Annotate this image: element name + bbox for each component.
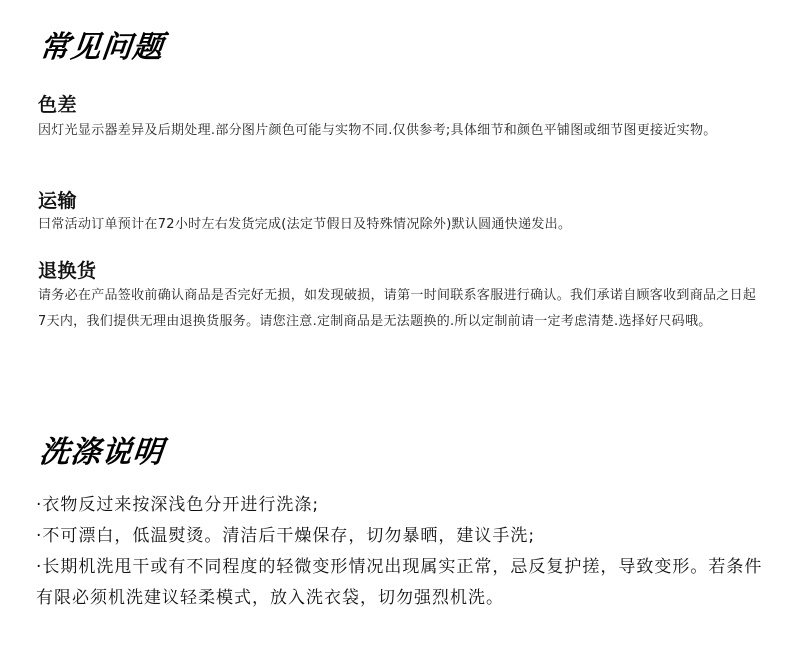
- faq-title: 常见问题: [37, 30, 166, 65]
- section-title-returns: 退换货: [38, 260, 97, 282]
- washing-instructions-list: [36, 490, 766, 614]
- washing-instruction-item: ·长期机洗甩干或有不同程度的轻微变形情况出现属实正常，忌反复护搓，导致变形。若条件有限必须机洗建议轻柔模式，放入洗衣袋，切勿强烈机洗。: [36, 557, 763, 608]
- section-body-color-difference: 因灯光显示器差异及后期处理.部分图片颜色可能与实物不同.仅供参考;具体细节和颜色平铺图或细节图更接近实物。: [38, 123, 717, 138]
- section-body-shipping: 曰常活动订单预计在72小时左右发货完成(法定节假日及特殊情况除外)默认圆通快递发出。: [38, 217, 572, 232]
- washing-instruction-item: ·不可漂白，低温熨烫。清洁后干燥保存，切勿暴晒，建议手洗;: [36, 526, 536, 546]
- section-title-color-difference: 色差: [38, 94, 78, 116]
- section-title-shipping: 运输: [38, 190, 78, 212]
- washing-instruction-item: ·衣物反过来按深浅色分开进行洗涤;: [36, 495, 320, 515]
- section-body-returns: 请务必在产品签收前确认商品是否完好无损，如发现破损，请第一时间联系客服进行确认。我们承诺自顾客收到商品之日起7天内，我们提供无理由退换货服务。请您注意.定制商品是无法题换的.所以定制前请一定考虑清楚.选择好尺码哦。: [38, 288, 757, 329]
- washing-title: 洗涤说明: [37, 435, 166, 470]
